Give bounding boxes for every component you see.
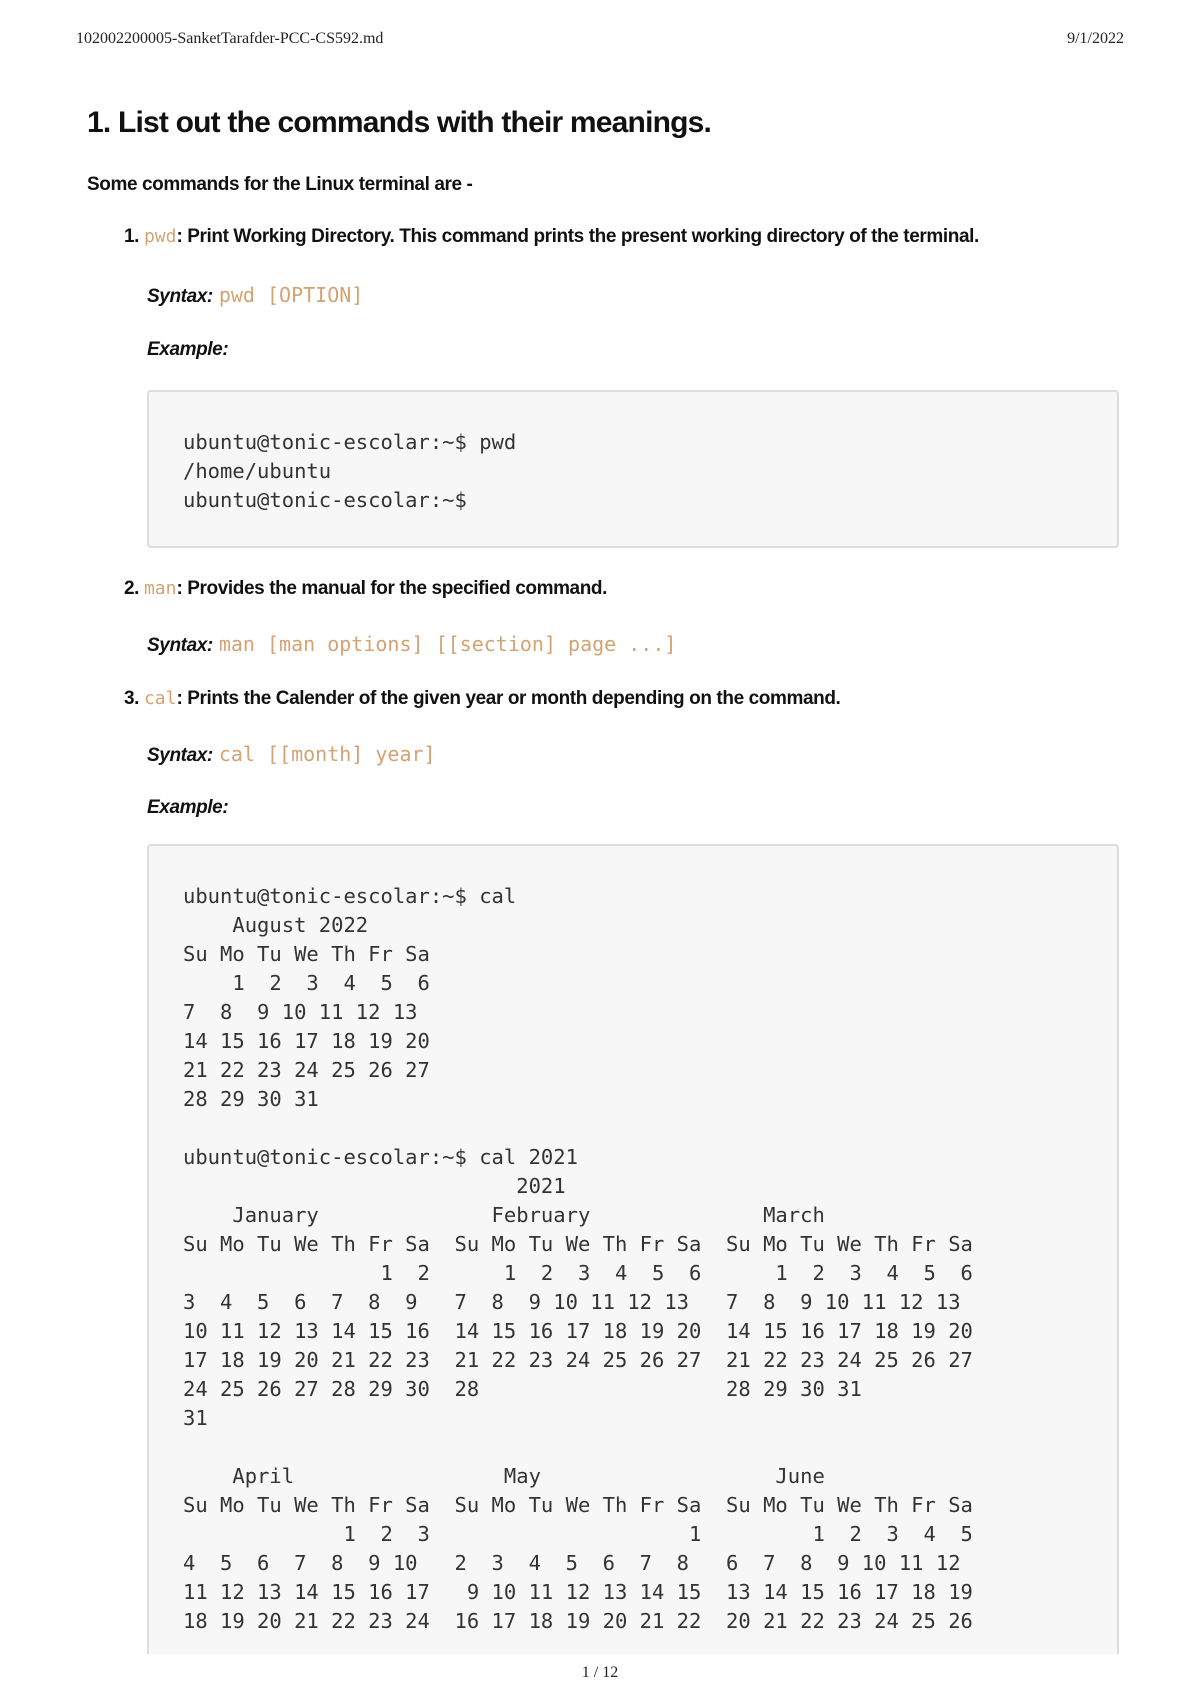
syntax-line	[147, 632, 676, 657]
syntax-line	[147, 283, 363, 308]
syntax-label: Syntax:	[147, 745, 213, 766]
list-number: 3.	[124, 688, 140, 709]
code-block-cal	[147, 844, 1119, 1654]
command-name: man	[143, 578, 177, 599]
syntax-label: Syntax:	[147, 286, 213, 307]
intro-paragraph: Some commands for the Linux terminal are -	[87, 174, 473, 195]
page-header	[76, 30, 1124, 48]
code-content: ubuntu@tonic-escolar:~$ cal August 2022 Su Mo Tu We Th Fr Sa 1 2 3 4 5 6 7 8 9 10 11 12 13 14 15 16 17 18 19 20 21 22 23 24 25 26 27 28 29 30 31 ubuntu@tonic-escolar:~$ cal 2021 2021 January February March Su Mo Tu We Th Fr Sa Su Mo Tu We Th Fr Sa Su Mo Tu We Th Fr Sa 1 2 1 2 3 4 5 6 1 2 3 4 5 6 3 4 5 6 7 8 9 7 8 9 10 11 12 13 7 8 9 10 11 12 13 10 11 12 13 14 15 16 14 15 16 17 18 19 20 14 15 16 17 18 19 20 17 18 19 20 21 22 23 21 22 23 24 25 26 27 21 22 23 24 25 26 27 24 25 26 27 28 29 30 28 28 29 30 31 31 April May June Su Mo Tu We Th Fr Sa Su Mo Tu We Th Fr Sa Su Mo Tu We Th Fr Sa 1 2 3 1 1 2 3 4 5 4 5 6 7 8 9 10 2 3 4 5 6 7 8 6 7 8 9 10 11 12 11 12 13 14 15 16 17 9 10 11 12 13 14 15 13 14 15 16 17 18 19 18 19 20 21 22 23 24 16 17 18 19 20 21 22 20 21 22 23 24 25 26	[183, 884, 973, 1633]
syntax-line	[147, 742, 436, 767]
list-item-man	[124, 578, 607, 600]
list-number: 1.	[124, 226, 140, 247]
section-heading: 1. List out the commands with their meanings.	[87, 106, 712, 139]
header-filename: 102002200005-SanketTarafder-PCC-CS592.md	[76, 30, 384, 47]
example-label: Example:	[147, 797, 229, 818]
list-item-cal	[124, 688, 840, 710]
command-description: : Provides the manual for the specified command.	[176, 578, 608, 599]
syntax-code: pwd [OPTION]	[218, 283, 364, 307]
command-name: cal	[143, 688, 177, 709]
command-description: : Print Working Directory. This command prints the present working directory of the terminal.	[176, 226, 979, 247]
command-description: : Prints the Calender of the given year or month depending on the command.	[176, 688, 841, 709]
example-label: Example:	[147, 339, 229, 360]
code-content: ubuntu@tonic-escolar:~$ pwd /home/ubuntu ubuntu@tonic-escolar:~$	[183, 430, 517, 512]
header-date: 9/1/2022	[1067, 30, 1124, 47]
command-name: pwd	[143, 226, 177, 247]
syntax-code: cal [[month] year]	[218, 742, 436, 766]
syntax-code: man [man options] [[section] page ...]	[218, 632, 677, 656]
syntax-label: Syntax:	[147, 635, 213, 656]
list-number: 2.	[124, 578, 140, 599]
page-number: 1 / 12	[581, 1664, 619, 1681]
code-block-pwd	[147, 390, 1119, 548]
list-item-pwd	[124, 226, 979, 248]
